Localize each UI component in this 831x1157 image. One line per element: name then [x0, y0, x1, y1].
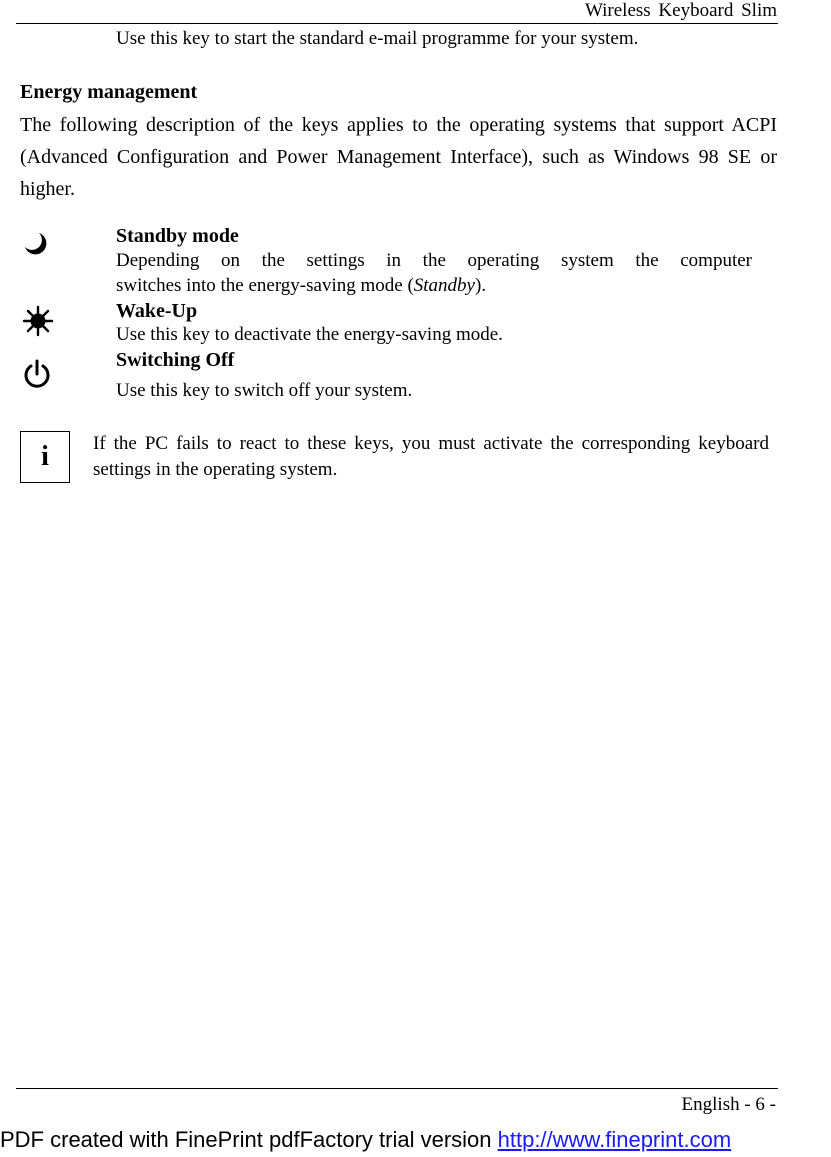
section-body: The following description of the keys applies to the operating systems that support ACPI (Advanced Configuration and Power Management Interface), such as Windows 98 SE or higher.: [20, 114, 777, 200]
pdf-watermark: [0, 1126, 831, 1154]
standby-desc-suffix: ).: [475, 275, 487, 296]
standby-desc-emphasis: Standby: [413, 275, 475, 296]
header-title: Wireless Keyboard Slim: [584, 0, 777, 21]
wakeup-title: Wake-Up: [116, 300, 198, 322]
info-text: If the PC fails to react to these keys, you must activate the corresponding keyboard settings in the operating system.: [93, 433, 769, 480]
watermark-text: PDF created with FinePrint pdfFactory trial version: [0, 1127, 498, 1152]
footer-rule: [16, 1088, 778, 1089]
standby-desc-line1: Depending on the settings in the operating system the computer: [116, 250, 752, 271]
moon-icon: [20, 228, 52, 260]
section-heading: Energy management: [20, 81, 198, 103]
standby-desc-prefix: switches into the energy-saving mode (: [116, 275, 414, 296]
wakeup-desc: Use this key to deactivate the energy-saving mode.: [116, 324, 503, 345]
intro-text: Use this key to start the standard e-mail programme for your system.: [116, 28, 639, 49]
sun-icon: [22, 305, 54, 337]
power-icon: [21, 358, 53, 390]
standby-desc-line2: [116, 274, 486, 298]
info-icon: i: [20, 431, 70, 483]
header-rule: [16, 23, 778, 24]
switchoff-title: Switching Off: [116, 349, 235, 371]
switchoff-desc: Use this key to switch off your system.: [116, 380, 413, 401]
watermark-link[interactable]: http://www.fineprint.com: [497, 1127, 732, 1152]
standby-title: Standby mode: [116, 225, 239, 247]
page-number: English - 6 -: [681, 1094, 776, 1115]
